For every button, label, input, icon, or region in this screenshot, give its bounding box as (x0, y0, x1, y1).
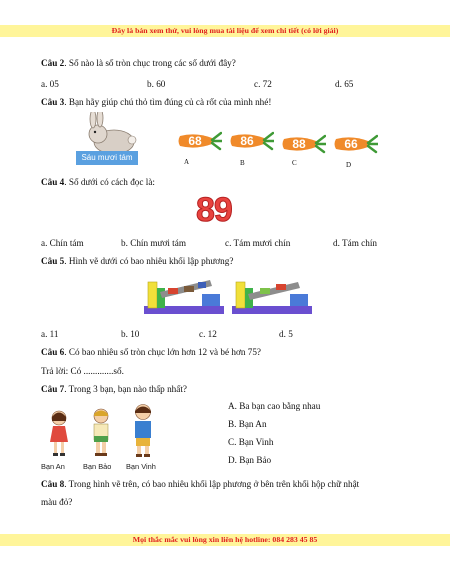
question-text: . Số dưới có cách đọc là: (64, 177, 155, 187)
question-text: . Hình vẽ dưới có bao nhiêu khối lập phương? (64, 256, 234, 266)
kid-label: Bạn Vinh (126, 462, 156, 471)
footer-banner: Mọi thắc mắc vui lòng xin liên hệ hotline: 084 283 45 85 (0, 534, 450, 546)
question-text: . Số nào là số tròn chục trong các số dưới đây? (64, 58, 236, 68)
option: d. 5 (279, 329, 293, 339)
kid-vinh-illustration (129, 402, 157, 460)
carrot-number: 68 (188, 134, 202, 148)
question-4 (41, 177, 155, 187)
answer-line: Trả lời: Có .............số. (41, 366, 124, 376)
option: d. Tám chín (333, 238, 377, 248)
option: a. 11 (41, 329, 59, 339)
kid-an-illustration (46, 408, 72, 460)
carrot-number: 66 (344, 137, 358, 151)
question-text: . Bạn hãy giúp chú thỏ tìm đúng củ cà rốt của mình nhé! (64, 97, 272, 107)
carrot-number: 86 (240, 134, 254, 148)
question-5 (41, 256, 233, 266)
cube-blocks-illustration (140, 272, 316, 320)
question-7 (41, 384, 187, 394)
question-text-continued: màu đỏ? (41, 497, 73, 507)
carrot-letter: A (184, 158, 190, 166)
carrot-letter: C (292, 159, 297, 167)
question-2 (41, 58, 236, 68)
question-text: . Có bao nhiêu số tròn chục lớn hơn 12 và bé hơn 75? (64, 347, 261, 357)
carrot-b (230, 130, 274, 170)
question-label: Câu 5 (41, 256, 65, 266)
option: c. Tám mươi chín (225, 238, 291, 248)
option: a. 05 (41, 79, 59, 89)
option: C. Bạn Vinh (228, 437, 274, 447)
question-label: Câu 4 (41, 177, 65, 187)
header-banner: Đây là bản xem thử, vui lòng mua tài liệu để xem chi tiết (có lời giải) (0, 25, 450, 37)
carrot-a (178, 130, 222, 170)
kid-bao-illustration (88, 406, 114, 460)
question-label: Câu 2 (41, 58, 65, 68)
carrot-letter: B (240, 159, 245, 167)
question-text: . Trong 3 bạn, bạn nào thấp nhất? (64, 384, 187, 394)
question-3 (41, 97, 271, 107)
carrot-letter: D (346, 161, 352, 169)
carrot-d (334, 133, 378, 173)
option: A. Ba bạn cao bằng nhau (228, 401, 321, 411)
question-8 (41, 479, 359, 489)
question-6 (41, 347, 261, 357)
question-label: Câu 7 (41, 384, 65, 394)
kid-label: Bạn Bảo (83, 462, 112, 471)
carrot-c (282, 133, 326, 173)
option: b. Chín mươi tám (121, 238, 186, 248)
option: d. 65 (335, 79, 354, 89)
option: D. Bạn Bảo (228, 455, 272, 465)
option: b. 10 (121, 329, 140, 339)
question-label: Câu 6 (41, 347, 65, 357)
rabbit-sign: Sáu mươi tám (76, 151, 138, 165)
option: b. 60 (147, 79, 166, 89)
option: B. Bạn An (228, 419, 267, 429)
question-label: Câu 3 (41, 97, 65, 107)
option: a. Chín tám (41, 238, 84, 248)
kid-label: Bạn An (41, 462, 65, 471)
option: c. 72 (254, 79, 272, 89)
question-text: . Trong hình vẽ trên, có bao nhiêu khối lập phương ở bên trên khối hộp chữ nhật (64, 479, 360, 489)
number-89-image: 89 (196, 191, 232, 229)
rabbit-illustration (84, 112, 138, 156)
option: c. 12 (199, 329, 217, 339)
question-label: Câu 8 (41, 479, 65, 489)
carrot-number: 88 (292, 137, 306, 151)
